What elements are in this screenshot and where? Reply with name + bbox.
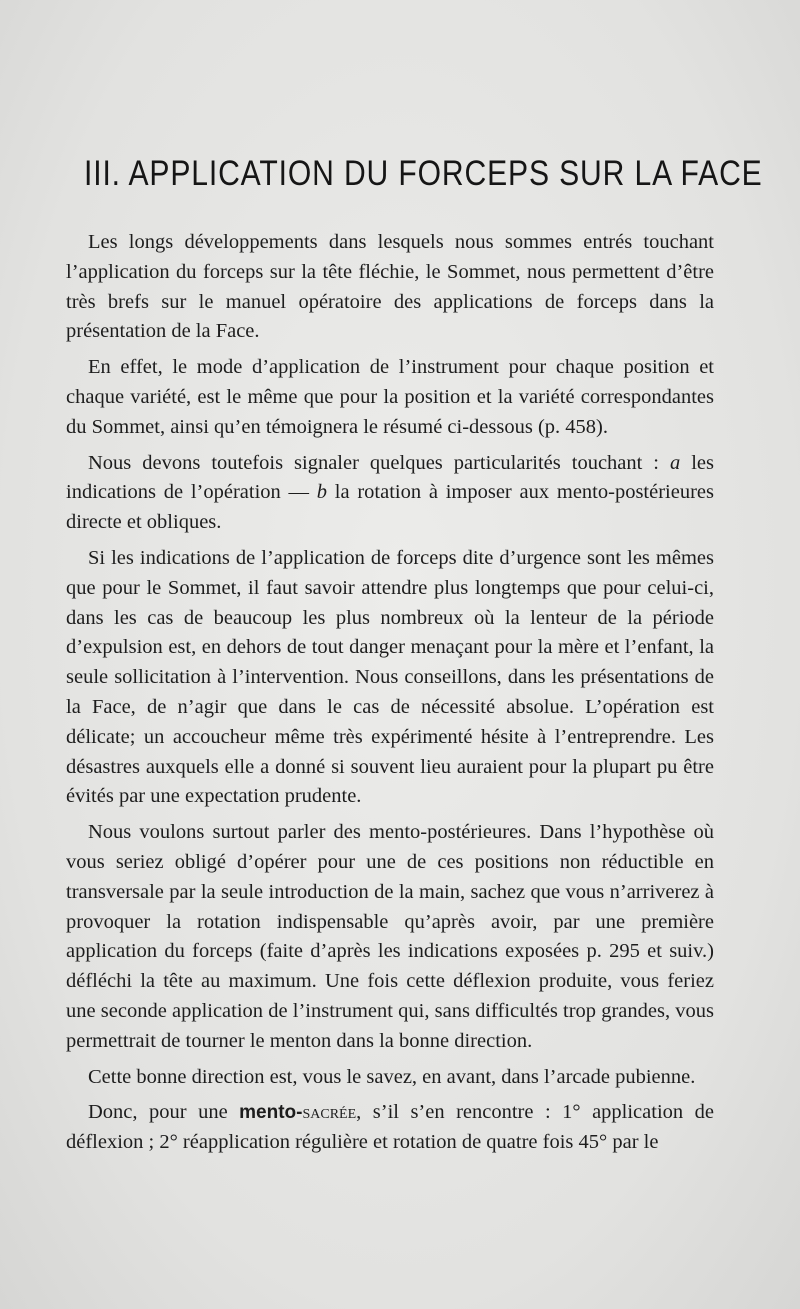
term-sacree: sacrée	[302, 1101, 357, 1124]
paragraph-6: Cette bonne direction est, vous le savez, en avant, dans l’arcade pubienne.	[88, 1065, 696, 1088]
paragraph-4: Si les indications de l’application de forceps dite d’urgence sont les mêmes que pour le Sommet, il faut savoir attendre plus longtemps que pour celui-ci, dans les cas de beaucoup les plus nombreux où la lenteur de la période d’expulsion est, en dehors de tout danger menaçant pour la mère et l’enfant, la seule sollicitation à l’intervention. Nous conseillons, dans les présentations de la Face, de n’agir que dans le cas de nécessité absolue. L’opération est délicate; un accoucheur même très expérimenté hésite à l’entreprendre. Les désastres auxquels elle a donné si souvent lieu auraient pour la plupart pu être évités par une expectation prudente.	[66, 546, 714, 808]
paragraph-1: Les longs développements dans lesquels nous sommes entrés touchant l’application du forceps sur la tête fléchie, le Sommet, nous permettent d’être très brefs sur le manuel opératoire des applications de forceps dans la présentation de la Face.	[66, 231, 714, 343]
chapter-title: III. APPLICATION DU FORCEPS SUR LA FACE	[84, 154, 763, 193]
body-text	[66, 228, 714, 1158]
paragraph-3-text-c: les indications de l’opération —	[66, 451, 715, 504]
paragraph-5: Nous voulons surtout parler des mento-postérieures. Dans l’hypothèse où vous seriez obligé d’opérer pour une de ces positions non réductible en transversale par la seule introduction de la main, sachez que vous n’arriverez à provoquer la rotation indispensable qu’après avoir, par une première application du forceps (faite d’après les indications exposées p. 295 et suiv.) défléchi la tête au maximum. Une fois cette déflexion produite, vous feriez une seconde application de l’instrument qui, sans difficultés trop grandes, vous permettrait de tourner le menton dans la bonne direction.	[66, 821, 714, 1052]
paragraph-2: En effet, le mode d’application de l’instrument pour chaque position et chaque variété, est le même que pour la position et la variété correspondantes du Sommet, ainsi qu’en témoignera le résumé ci-dessous (p. 458).	[66, 356, 714, 438]
paragraph-3	[66, 449, 714, 538]
item-marker-a: a	[670, 451, 681, 474]
item-marker-b: b	[316, 481, 328, 504]
paragraph-7	[66, 1098, 714, 1158]
paragraph-3-text-a: Nous devons toutefois signaler quelques particularités touchant :	[88, 451, 670, 474]
term-mento: mento-	[239, 1102, 303, 1124]
paragraph-7-text-d: , s’il s’en rencontre : 1° application de déflexion ; 2° réapplication régulière et rotation de quatre fois 45° par le	[66, 1101, 714, 1154]
paragraph-3-text-e: la rotation à imposer aux mento-postérieures directe et obliques.	[66, 481, 714, 534]
paragraph-7-text-a: Donc, pour une	[88, 1101, 240, 1124]
